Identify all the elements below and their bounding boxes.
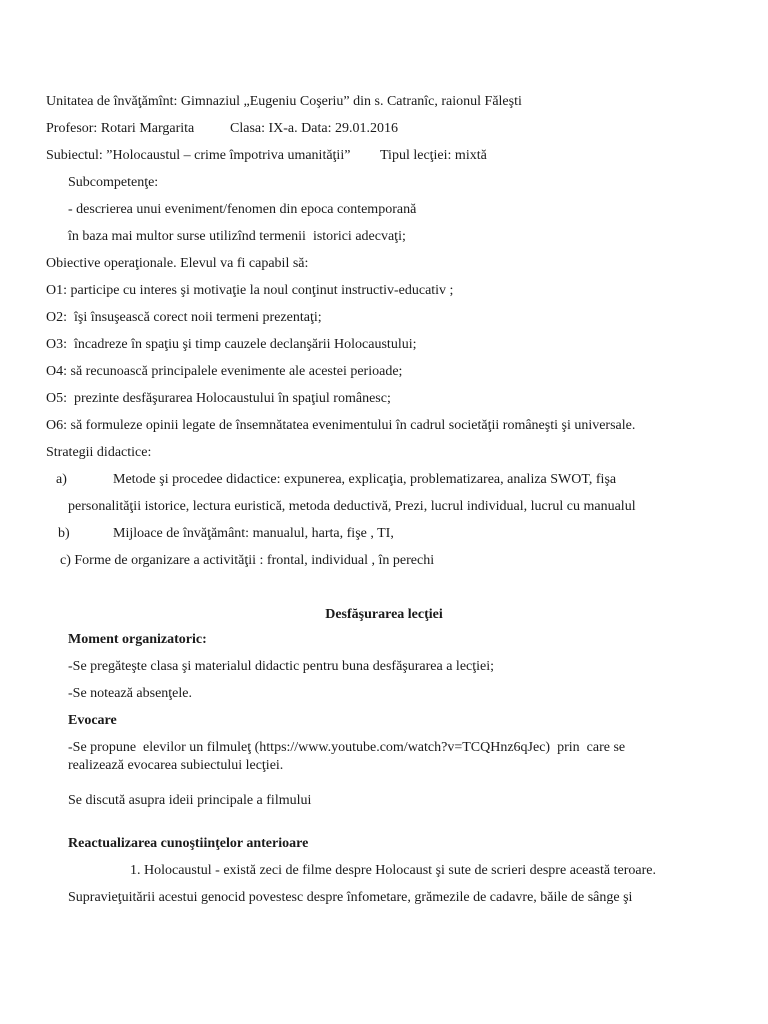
school-line: Unitatea de învăţămînt: Gimnaziul „Eugeniu Coşeriu” din s. Catranîc, raionul Făleşti (46, 94, 522, 109)
strategy-b-marker: b) (58, 526, 70, 541)
lesson-type: Tipul lecţiei: mixtă (380, 148, 487, 163)
evocare-line-1: -Se propune elevilor un filmuleţ (https://www.youtube.com/watch?v=TCQHnz6qJec) prin care se (68, 740, 626, 755)
lesson-title: Desfăşurarea lecţiei (325, 607, 443, 622)
teacher-line: Profesor: Rotari Margarita (46, 121, 195, 136)
objective-o4: O4: să recunoască principalele evenimente ale acestei perioade; (46, 364, 403, 379)
objective-o5: O5: prezinte desfăşurarea Holocaustului în spaţiul românesc; (46, 391, 391, 406)
objectives-intro: Obiective operaţionale. Elevul va fi capabil să: (46, 256, 309, 271)
react-line-1: 1. Holocaustul - există zeci de filme despre Holocaust şi sute de scrieri despre această teroare. (130, 863, 656, 878)
objective-o1: O1: participe cu interes şi motivaţie la noul conţinut instructiv-educativ ; (46, 283, 454, 298)
objective-o2: O2: îşi însuşească corect noii termeni prezentaţi; (46, 310, 322, 325)
strategies-label: Strategii didactice: (46, 445, 152, 460)
objective-o3: O3: încadreze în spaţiu şi timp cauzele declanşării Holocaustului; (46, 337, 417, 352)
react-line-2: Supravieţuitării acestui genocid povestesc despre înfometare, grămezile de cadavre, băile de sânge şi (68, 890, 633, 905)
moment-line-2: -Se notează absenţele. (68, 686, 192, 701)
objective-o6: O6: să formuleze opinii legate de însemnătatea evenimentului în cadrul societăţii româneşti şi universale. (46, 418, 636, 433)
moment-heading: Moment organizatoric: (68, 632, 207, 647)
subject-line: Subiectul: ”Holocaustul – crime împotriva umanităţii” (46, 148, 351, 163)
evocare-line-2: realizează evocarea subiectului lecţiei. (68, 758, 284, 773)
evocare-line-3: Se discută asupra ideii principale a filmului (68, 793, 312, 808)
react-heading: Reactualizarea cunoştiinţelor anterioare (68, 836, 309, 851)
strategy-c-text: c) Forme de organizare a activităţii : frontal, individual , în perechi (60, 553, 435, 568)
subcompetence-line-1: - descrierea unui eveniment/fenomen din epoca contemporană (68, 202, 417, 217)
evocare-heading: Evocare (68, 713, 117, 728)
moment-line-1: -Se pregăteşte clasa şi materialul didactic pentru buna desfăşurarea a lecţiei; (68, 659, 495, 674)
subcompetences-label: Subcompetenţe: (68, 175, 159, 190)
strategy-a-marker: a) (56, 472, 67, 487)
strategy-a-line-2: personalităţii istorice, lectura euristică, metoda deductivă, Prezi, lucrul individual, lucrul cu manualul (68, 499, 636, 514)
strategy-b-text: Mijloace de învăţământ: manualul, harta, fişe , TI, (113, 526, 394, 541)
strategy-a-line-1: Metode şi procedee didactice: expunerea, explicaţia, problematizarea, analiza SWOT, fişa (113, 472, 617, 487)
subcompetence-line-2: în baza mai multor surse utilizînd termenii istorici adecvaţi; (68, 229, 406, 244)
class-date-line: Clasa: IX-a. Data: 29.01.2016 (230, 121, 398, 136)
